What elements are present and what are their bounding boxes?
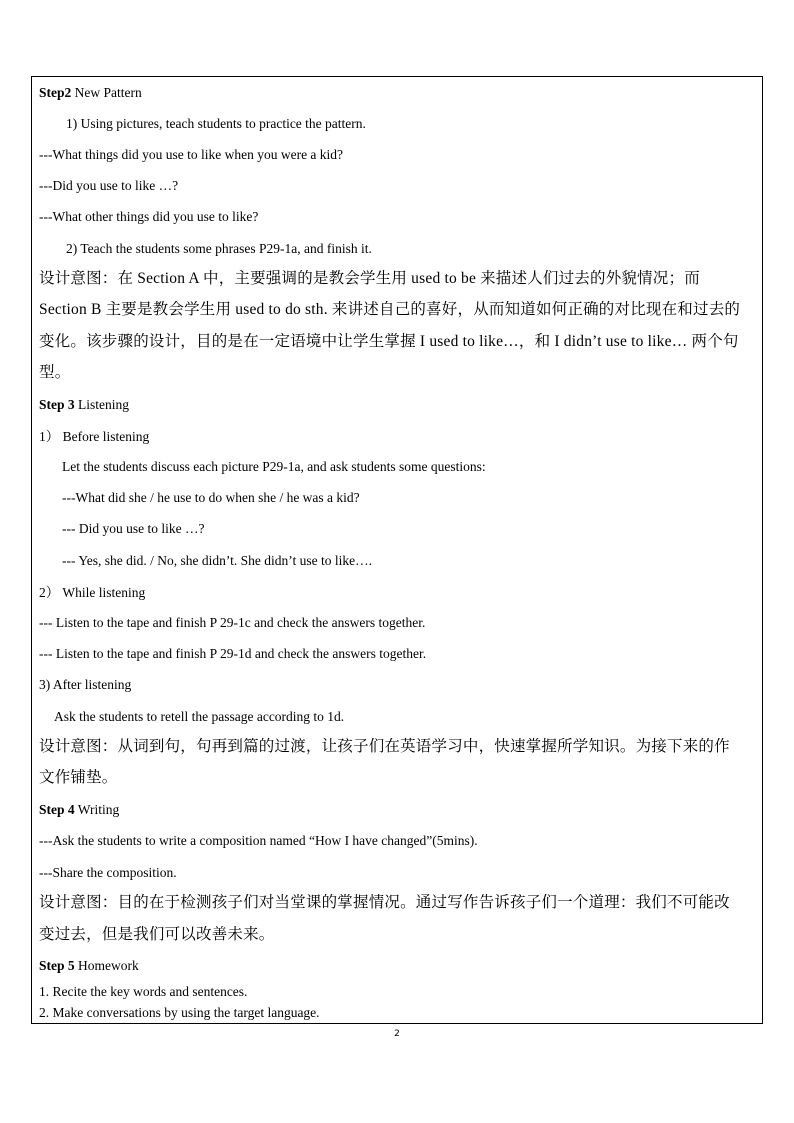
step2-intent-line-4: 型。 bbox=[39, 364, 71, 381]
step2-item-4: ---What other things did you use to like? bbox=[39, 209, 259, 224]
step3-item-9: 3) After listening bbox=[39, 677, 132, 692]
step2-item-5: 2) Teach the students some phrases P29-1a, and finish it. bbox=[66, 241, 372, 256]
step3-item-7: --- Listen to the tape and finish P 29-1c and check the answers together. bbox=[39, 615, 426, 630]
step3-item-3: ---What did she / he use to do when she / he was a kid? bbox=[62, 490, 360, 505]
step3-item-8: --- Listen to the tape and finish P 29-1d and check the answers together. bbox=[39, 646, 427, 661]
step3-item-4: --- Did you use to like …? bbox=[62, 521, 205, 536]
step2-intent-line-3: 变化。该步骤的设计，目的是在一定语境中让学生掌握 I used to like…，和 I didn’t use to like… 两个句 bbox=[39, 333, 739, 350]
step3-item-5: --- Yes, she did. / No, she didn’t. She didn’t use to like…. bbox=[62, 553, 372, 568]
step4-intent-line-1: 设计意图：目的在于检测孩子们对当堂课的掌握情况。通过写作告诉孩子们一个道理：我们不可能改 bbox=[39, 894, 730, 911]
step4-item-2: ---Share the composition. bbox=[39, 865, 177, 880]
step2-item-3: ---Did you use to like …? bbox=[39, 178, 179, 193]
step4-intent-line-2: 变过去，但是我们可以改善未来。 bbox=[39, 926, 275, 943]
step5-heading: Step 5 Homework bbox=[39, 958, 139, 973]
step3-item-2: Let the students discuss each picture P29-1a, and ask students some questions: bbox=[62, 459, 486, 474]
step2-intent-line-2: Section B 主要是教会学生用 used to do sth. 来讲述自己的喜好，从而知道如何正确的对比现在和过去的 bbox=[39, 301, 741, 318]
step3-item-6: 2） While listening bbox=[39, 585, 146, 600]
step4-heading: Step 4 Writing bbox=[39, 802, 120, 817]
step3-heading: Step 3 Listening bbox=[39, 397, 130, 412]
step5-item-2: 2. Make conversations by using the target language. bbox=[39, 1005, 320, 1020]
step2-item-2: ---What things did you use to like when you were a kid? bbox=[39, 147, 344, 162]
step2-intent-line-1: 设计意图：在 Section A 中，主要强调的是教会学生用 used to be 来描述人们过去的外貌情况；而 bbox=[39, 270, 700, 287]
step2-item-1: 1) Using pictures, teach students to practice the pattern. bbox=[66, 116, 366, 131]
page-number: 2 bbox=[394, 1029, 400, 1039]
step5-item-1: 1. Recite the key words and sentences. bbox=[39, 984, 248, 999]
step2-heading: Step2 New Pattern bbox=[39, 85, 142, 100]
step3-intent-line-2: 文作铺垫。 bbox=[39, 769, 118, 786]
step4-item-1: ---Ask the students to write a composition named “How I have changed”(5mins). bbox=[39, 833, 478, 848]
step3-item-10: Ask the students to retell the passage according to 1d. bbox=[54, 709, 345, 724]
step3-intent-line-1: 设计意图：从词到句，句再到篇的过渡，让孩子们在英语学习中，快速掌握所学知识。为接下来的作 bbox=[39, 738, 730, 755]
step3-item-1: 1） Before listening bbox=[39, 429, 150, 444]
